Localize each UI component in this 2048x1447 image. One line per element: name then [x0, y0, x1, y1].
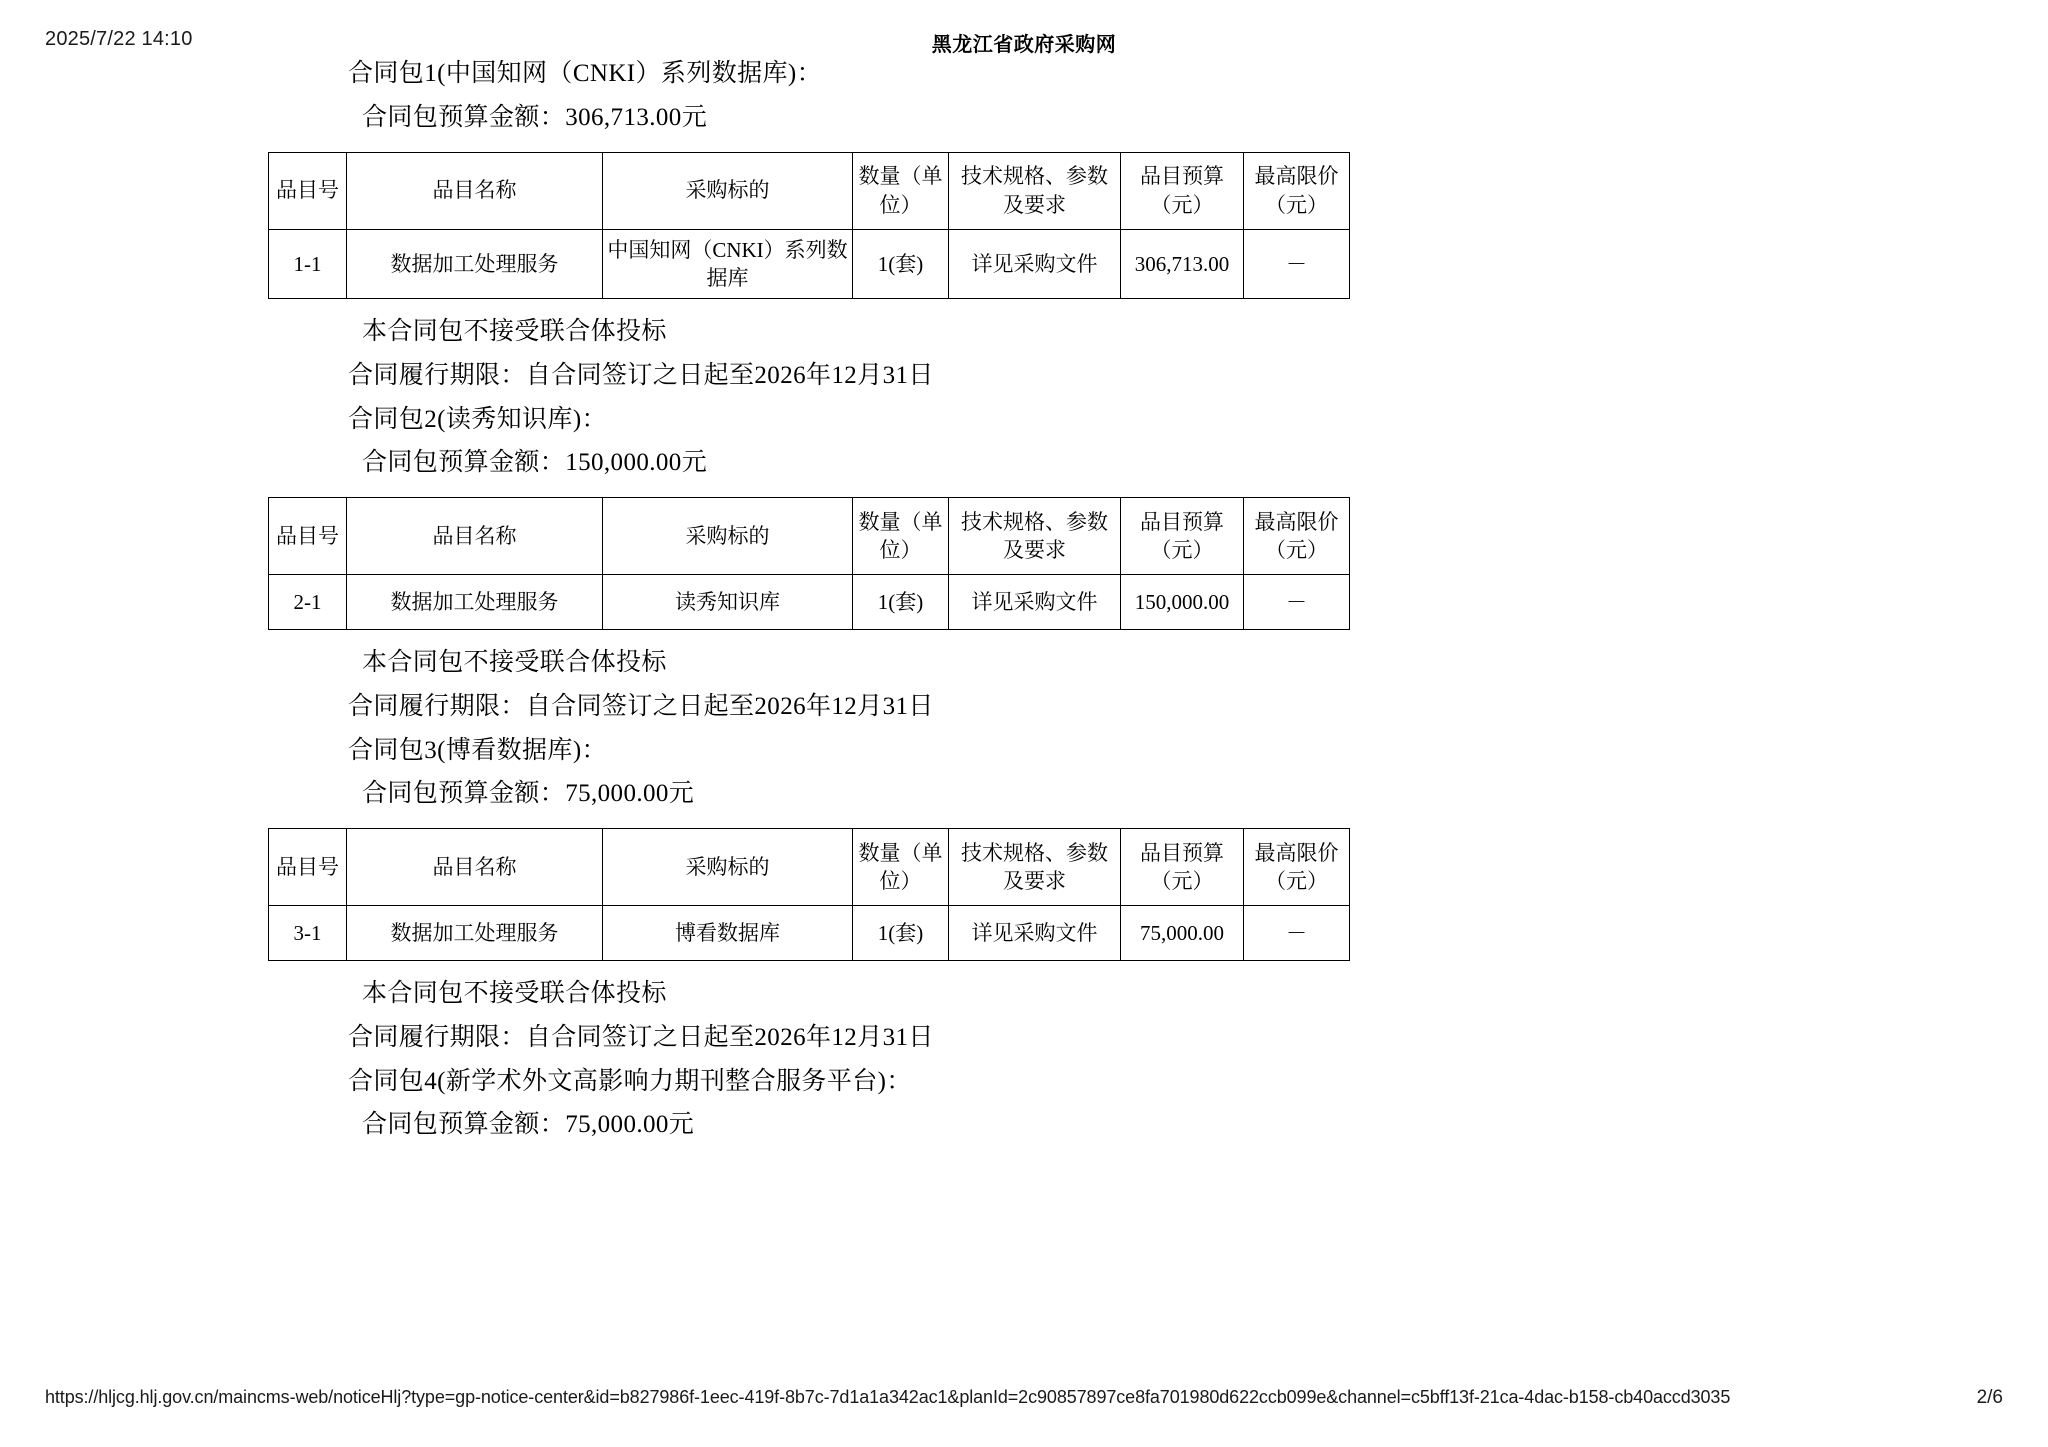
package-1-budget: 合同包预算金额：306,713.00元 [362, 103, 708, 131]
th-tech-spec: 技术规格、参数及要求 [949, 498, 1121, 575]
cell-quantity-unit: 1(套) [853, 906, 949, 961]
th-item-budget: 品目预算（元） [1121, 498, 1244, 575]
table-header-row [269, 829, 1350, 906]
footer-url: https://hljcg.hlj.gov.cn/maincms-web/noticeHlj?type=gp-notice-center&id=b827986f-1eec-419f-8b7c-7d1a1a342ac1&planId=2c90857897ce8fa701980d622ccb099e&channel=c5bff13f-21ca-4dac-b158-cb40accd3035 [45, 1387, 1731, 1407]
cell-item-name: 数据加工处理服务 [347, 229, 603, 299]
package-3-table [268, 828, 1350, 961]
th-item-budget: 品目预算（元） [1121, 152, 1244, 229]
table-row [269, 575, 1350, 630]
cell-procurement-target: 读秀知识库 [603, 575, 853, 630]
th-max-price: 最高限价（元） [1244, 498, 1350, 575]
th-item-no: 品目号 [269, 829, 347, 906]
th-max-price: 最高限价（元） [1244, 152, 1350, 229]
package-2-budget: 合同包预算金额：150,000.00元 [362, 449, 708, 477]
footer-page-number: 2/6 [1976, 1387, 2003, 1408]
table-row [269, 906, 1350, 961]
package-4-budget: 合同包预算金额：75,000.00元 [362, 1111, 695, 1139]
th-item-name: 品目名称 [347, 829, 603, 906]
th-quantity-unit: 数量（单位） [853, 498, 949, 575]
cell-max-price: － [1244, 229, 1350, 299]
th-procurement-target: 采购标的 [603, 829, 853, 906]
th-item-no: 品目号 [269, 498, 347, 575]
cell-item-name: 数据加工处理服务 [347, 906, 603, 961]
site-title: 黑龙江省政府采购网 [931, 32, 1117, 56]
package-3-title: 合同包3(博看数据库)： [348, 736, 607, 764]
cell-tech-spec: 详见采购文件 [949, 575, 1121, 630]
package-4-title: 合同包4(新学术外文高影响力期刊整合服务平台)： [348, 1067, 912, 1095]
cell-item-budget: 150,000.00 [1121, 575, 1244, 630]
package-1-performance-period: 合同履行期限：自合同签订之日起至2026年12月31日 [348, 361, 934, 389]
th-item-name: 品目名称 [347, 152, 603, 229]
cell-item-name: 数据加工处理服务 [347, 575, 603, 630]
th-procurement-target: 采购标的 [603, 498, 853, 575]
package-2-consortium-note: 本合同包不接受联合体投标 [362, 649, 667, 677]
document-content [276, 55, 1768, 1150]
th-tech-spec: 技术规格、参数及要求 [949, 152, 1121, 229]
cell-item-no: 3-1 [269, 906, 347, 961]
package-3-budget: 合同包预算金额：75,000.00元 [362, 780, 695, 808]
th-quantity-unit: 数量（单位） [853, 152, 949, 229]
th-max-price: 最高限价（元） [1244, 829, 1350, 906]
th-procurement-target: 采购标的 [603, 152, 853, 229]
th-item-budget: 品目预算（元） [1121, 829, 1244, 906]
package-3-performance-period: 合同履行期限：自合同签订之日起至2026年12月31日 [348, 1023, 934, 1051]
package-2-performance-period: 合同履行期限：自合同签订之日起至2026年12月31日 [348, 692, 934, 720]
table-row [269, 229, 1350, 299]
cell-tech-spec: 详见采购文件 [949, 906, 1121, 961]
cell-max-price: － [1244, 906, 1350, 961]
cell-quantity-unit: 1(套) [853, 229, 949, 299]
cell-tech-spec: 详见采购文件 [949, 229, 1121, 299]
table-header-row [269, 498, 1350, 575]
cell-procurement-target: 博看数据库 [603, 906, 853, 961]
th-tech-spec: 技术规格、参数及要求 [949, 829, 1121, 906]
print-date: 2025/7/22 14:10 [45, 28, 193, 50]
cell-max-price: － [1244, 575, 1350, 630]
cell-item-budget: 75,000.00 [1121, 906, 1244, 961]
th-quantity-unit: 数量（单位） [853, 829, 949, 906]
th-item-name: 品目名称 [347, 498, 603, 575]
package-2-title: 合同包2(读秀知识库)： [348, 405, 607, 433]
cell-item-no: 1-1 [269, 229, 347, 299]
cell-item-no: 2-1 [269, 575, 347, 630]
cell-quantity-unit: 1(套) [853, 575, 949, 630]
package-3-consortium-note: 本合同包不接受联合体投标 [362, 980, 667, 1008]
th-item-no: 品目号 [269, 152, 347, 229]
cell-item-budget: 306,713.00 [1121, 229, 1244, 299]
package-2-table [268, 497, 1350, 630]
cell-procurement-target: 中国知网（CNKI）系列数据库 [603, 229, 853, 299]
print-footer [0, 1387, 2048, 1413]
package-1-consortium-note: 本合同包不接受联合体投标 [362, 318, 667, 346]
table-header-row [269, 152, 1350, 229]
package-1-table [268, 152, 1350, 300]
package-1-title: 合同包1(中国知网（CNKI）系列数据库)： [348, 60, 823, 87]
print-header [0, 28, 2048, 58]
